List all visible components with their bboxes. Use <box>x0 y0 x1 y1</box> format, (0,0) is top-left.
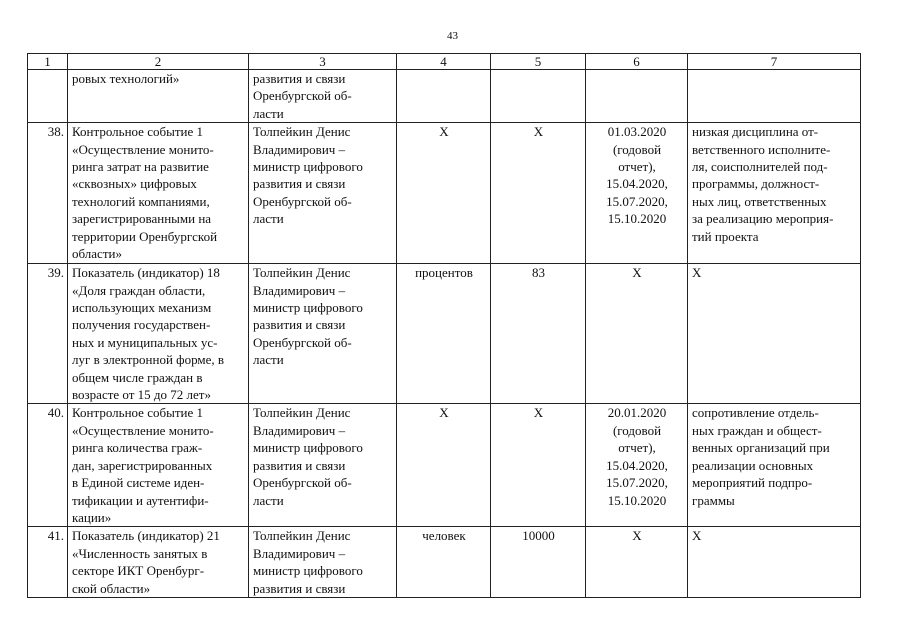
row-risk: низкая дисциплина от- ветственного исполните- ля, соисполнителей под- программы, должност- ных лиц, ответственных за реализацию мероприя- тий проекта <box>688 123 861 264</box>
header-cell: 2 <box>68 54 249 70</box>
header-cell: 5 <box>491 54 586 70</box>
header-cell: 3 <box>249 54 397 70</box>
row-name: Контрольное событие 1 «Осуществление монито- ринга затрат на развитие «сквозных» цифровых технологий компаниями, зарегистрированными на территории Оренбургской области» <box>68 123 249 264</box>
row-value <box>491 70 586 123</box>
row-unit: человек <box>397 527 491 598</box>
row-value: Х <box>491 123 586 264</box>
table-row <box>28 404 861 527</box>
row-name: Контрольное событие 1 «Осуществление монито- ринга количества граж- дан, зарегистрированных в Единой системе иден- тификации и аутентифи- кации» <box>68 404 249 527</box>
row-number: 40. <box>28 404 68 527</box>
row-name: Показатель (индикатор) 21 «Численность занятых в секторе ИКТ Оренбург- ской области» <box>68 527 249 598</box>
row-number: 39. <box>28 264 68 404</box>
row-name: Показатель (индикатор) 18 «Доля граждан области, использующих механизм получения государствен- ных и муниципальных ус- луг в электронной форме, в общем числе граждан в возрасте от 15 до 72 лет» <box>68 264 249 404</box>
header-cell: 4 <box>397 54 491 70</box>
header-row <box>28 54 861 70</box>
header-cell: 6 <box>586 54 688 70</box>
row-value: Х <box>491 404 586 527</box>
row-unit: процентов <box>397 264 491 404</box>
row-date: Х <box>586 264 688 404</box>
row-responsible: Толпейкин Денис Владимирович – министр цифрового развития и связи <box>249 527 397 598</box>
table-row <box>28 70 861 123</box>
row-number: 38. <box>28 123 68 264</box>
row-responsible: Толпейкин Денис Владимирович – министр цифрового развития и связи Оренбургской об- ласти <box>249 404 397 527</box>
row-value: 10000 <box>491 527 586 598</box>
table-row <box>28 123 861 264</box>
row-name: ровых технологий» <box>68 70 249 123</box>
header-cell: 7 <box>688 54 861 70</box>
page-number: 43 <box>447 30 458 42</box>
row-risk: Х <box>688 527 861 598</box>
row-date: 20.01.2020 (годовой отчет), 15.04.2020, 15.07.2020, 15.10.2020 <box>586 404 688 527</box>
row-responsible: развития и связи Оренбургской об- ласти <box>249 70 397 123</box>
row-date: Х <box>586 527 688 598</box>
table-row <box>28 264 861 404</box>
header-cell: 1 <box>28 54 68 70</box>
row-responsible: Толпейкин Денис Владимирович – министр цифрового развития и связи Оренбургской об- ласти <box>249 264 397 404</box>
row-number: 41. <box>28 527 68 598</box>
row-risk <box>688 70 861 123</box>
row-date: 01.03.2020 (годовой отчет), 15.04.2020, 15.07.2020, 15.10.2020 <box>586 123 688 264</box>
row-risk: сопротивление отдель- ных граждан и общест- венных организаций при реализации основных мероприятий подпро- граммы <box>688 404 861 527</box>
row-unit: Х <box>397 123 491 264</box>
table-row <box>28 527 861 598</box>
measures-table <box>27 53 861 598</box>
row-unit: Х <box>397 404 491 527</box>
row-risk: Х <box>688 264 861 404</box>
row-date <box>586 70 688 123</box>
row-number <box>28 70 68 123</box>
row-value: 83 <box>491 264 586 404</box>
row-unit <box>397 70 491 123</box>
row-responsible: Толпейкин Денис Владимирович – министр цифрового развития и связи Оренбургской об- ласти <box>249 123 397 264</box>
